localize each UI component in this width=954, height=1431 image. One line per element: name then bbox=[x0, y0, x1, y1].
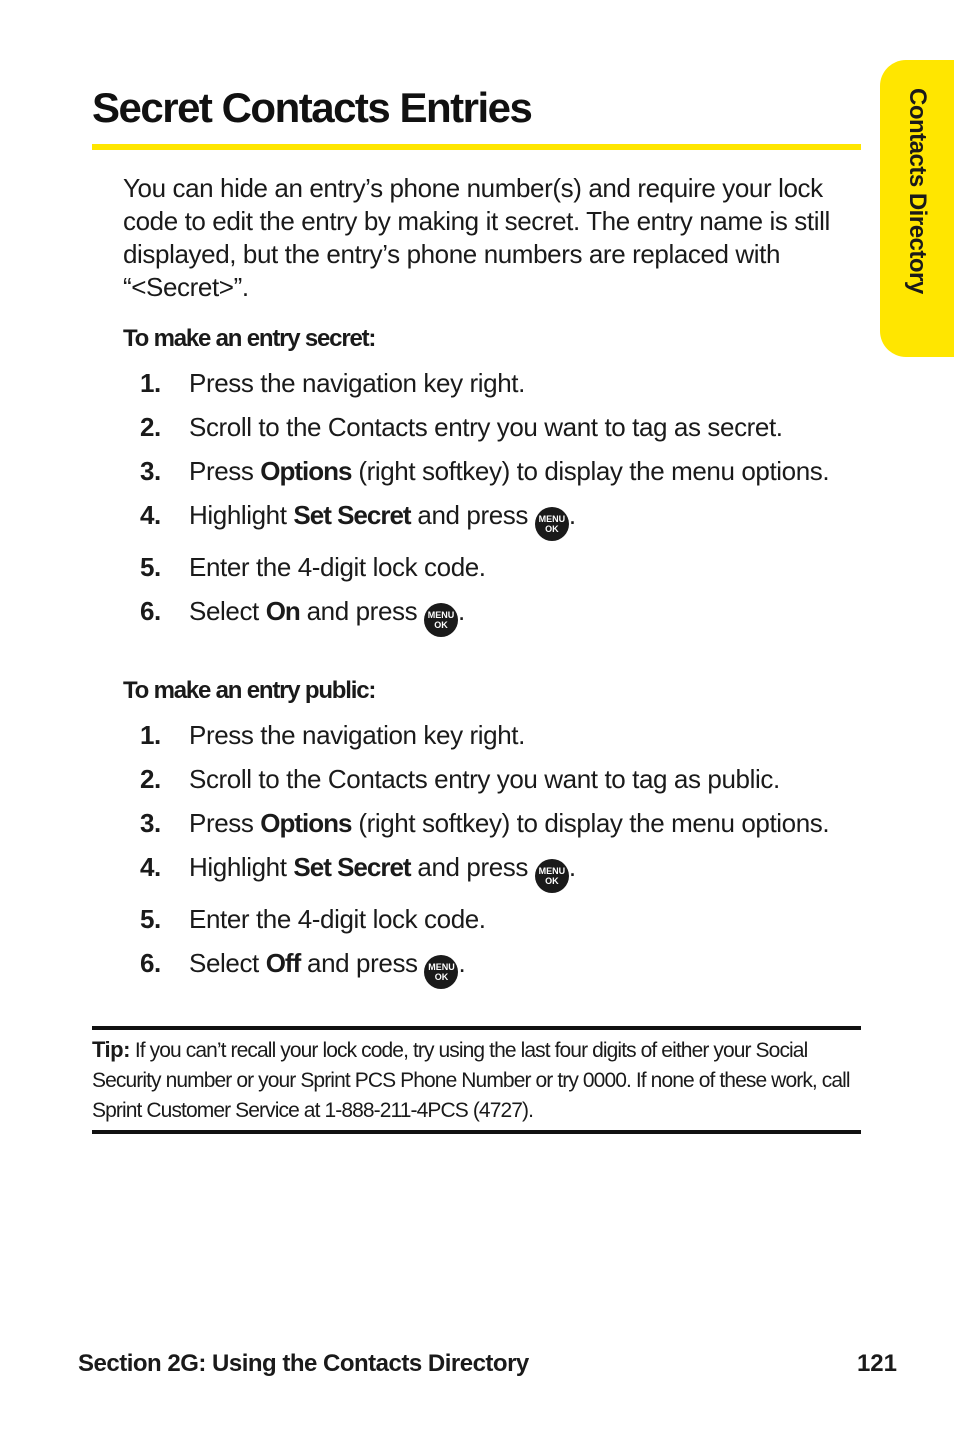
step-text-end: . bbox=[568, 852, 576, 882]
step-keyword: Set Secret bbox=[293, 852, 411, 882]
footer-page-number: 121 bbox=[856, 1350, 897, 1377]
step-text-pre: Press bbox=[189, 808, 261, 838]
step-number: 5. bbox=[140, 552, 161, 582]
step-text-end: . bbox=[458, 596, 465, 626]
step-number: 2. bbox=[140, 764, 161, 794]
step-keyword: On bbox=[265, 596, 300, 626]
step-item bbox=[140, 717, 840, 753]
step-text-post: and press bbox=[300, 948, 425, 978]
step-item bbox=[140, 497, 840, 541]
section-side-tab bbox=[880, 60, 954, 357]
step-item bbox=[140, 453, 840, 489]
step-text-pre: Highlight bbox=[189, 500, 294, 530]
step-number: 3. bbox=[140, 456, 161, 486]
step-text: Press the navigation key right. bbox=[189, 720, 525, 750]
make-public-heading: To make an entry public: bbox=[123, 677, 376, 704]
step-text-post: (right softkey) to display the menu options. bbox=[351, 808, 830, 838]
step-keyword: Options bbox=[260, 456, 352, 486]
step-text-post: and press bbox=[410, 852, 535, 882]
step-number: 6. bbox=[140, 948, 161, 978]
step-text: Scroll to the Contacts entry you want to tag as public. bbox=[189, 764, 780, 794]
page-title: Secret Contacts Entries bbox=[92, 84, 532, 131]
step-keyword: Off bbox=[265, 948, 301, 978]
menu-ok-key-icon bbox=[535, 507, 569, 541]
title-underline bbox=[92, 144, 861, 150]
step-item bbox=[140, 901, 840, 937]
step-text-post: (right softkey) to display the menu options. bbox=[351, 456, 830, 486]
tip-box bbox=[92, 1026, 861, 1134]
step-number: 2. bbox=[140, 412, 161, 442]
step-number: 5. bbox=[140, 904, 161, 934]
make-public-steps bbox=[140, 717, 840, 997]
step-number: 4. bbox=[140, 500, 161, 530]
step-item bbox=[140, 409, 840, 445]
step-number: 1. bbox=[140, 720, 161, 750]
step-keyword: Options bbox=[260, 808, 352, 838]
menu-ok-key-icon bbox=[535, 859, 569, 893]
menu-icon-line1: MENU bbox=[538, 866, 566, 876]
step-text: Enter the 4-digit lock code. bbox=[189, 552, 486, 582]
step-text: Scroll to the Contacts entry you want to tag as secret. bbox=[189, 412, 783, 442]
menu-ok-key-icon bbox=[424, 955, 458, 989]
step-item bbox=[140, 761, 840, 797]
menu-icon-line1: MENU bbox=[427, 610, 455, 620]
make-secret-heading: To make an entry secret: bbox=[123, 325, 376, 352]
tip-text: If you can’t recall your lock code, try using the last four digits of either your Social Security number or your Sprint PCS Phone Number or try 0000. If none of these work, call Sprint Customer Service at 1-888-211-4PCS (4727). bbox=[92, 1039, 850, 1122]
step-keyword: Set Secret bbox=[293, 500, 411, 530]
step-text-post: and press bbox=[299, 596, 425, 626]
menu-icon-line1: MENU bbox=[428, 962, 455, 972]
step-item bbox=[140, 365, 840, 401]
step-item bbox=[140, 549, 840, 585]
step-number: 1. bbox=[140, 368, 161, 398]
step-text-post: and press bbox=[410, 500, 535, 530]
step-text-pre: Press bbox=[189, 456, 261, 486]
step-text-pre: Select bbox=[189, 948, 266, 978]
tip-paragraph bbox=[92, 1035, 861, 1126]
make-secret-steps bbox=[140, 365, 840, 645]
step-text: Enter the 4-digit lock code. bbox=[189, 904, 486, 934]
step-text-pre: Highlight bbox=[189, 852, 294, 882]
step-number: 3. bbox=[140, 808, 161, 838]
step-item bbox=[140, 593, 840, 637]
section-side-tab-label: Contacts Directory bbox=[904, 88, 931, 294]
footer-section-title: Section 2G: Using the Contacts Directory bbox=[78, 1350, 529, 1377]
step-text-end: . bbox=[568, 500, 576, 530]
menu-ok-key-icon bbox=[424, 603, 458, 637]
step-number: 6. bbox=[140, 596, 161, 626]
menu-icon-line2: OK bbox=[545, 876, 559, 886]
step-text: Press the navigation key right. bbox=[189, 368, 525, 398]
step-text-end: . bbox=[458, 948, 466, 978]
step-text-pre: Select bbox=[189, 596, 266, 626]
menu-icon-line2: OK bbox=[545, 524, 559, 534]
menu-icon-line2: OK bbox=[434, 972, 449, 982]
intro-paragraph: You can hide an entry’s phone number(s) and require your lock code to edit the entry by making it secret. The entry name is still displayed, but the entry’s phone numbers are replaced with “<Secret>”. bbox=[123, 173, 830, 302]
menu-icon-line1: MENU bbox=[538, 514, 566, 524]
menu-icon-line2: OK bbox=[434, 620, 448, 630]
step-item bbox=[140, 805, 840, 841]
step-number: 4. bbox=[140, 852, 161, 882]
tip-label: Tip: bbox=[92, 1037, 130, 1062]
step-item bbox=[140, 849, 840, 893]
step-item bbox=[140, 945, 840, 989]
